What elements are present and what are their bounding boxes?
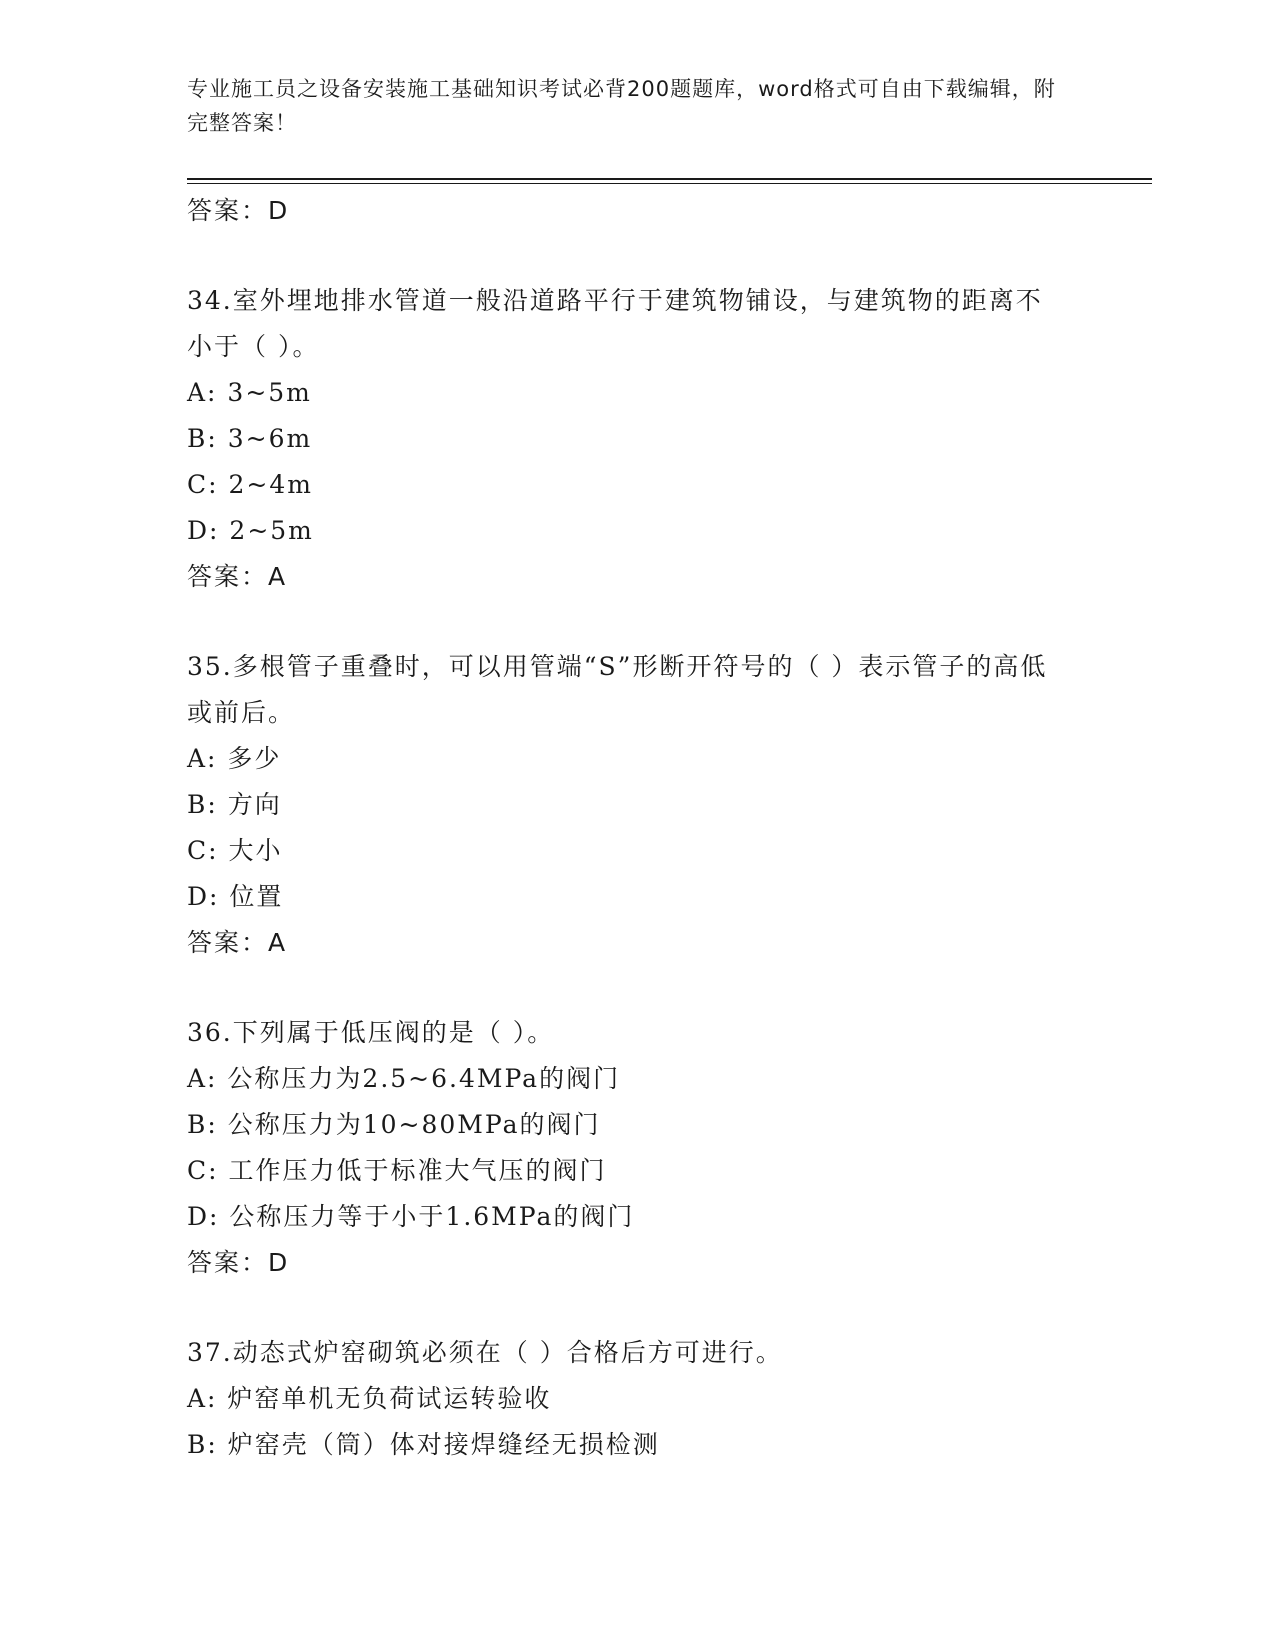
answer-line: 答案：D bbox=[187, 196, 290, 225]
option-a: A: 炉窑单机无负荷试运转验收 bbox=[187, 1384, 552, 1413]
question-37 bbox=[187, 1330, 1087, 1468]
document-body bbox=[187, 188, 1087, 1468]
option-d: D: 2~5m bbox=[187, 516, 314, 545]
option-b: B: 方向 bbox=[187, 790, 282, 819]
answer-line: 答案：A bbox=[187, 928, 288, 957]
option-c: C: 2~4m bbox=[187, 470, 313, 499]
question-text: 35.多根管子重叠时，可以用管端“S”形断开符号的（ ）表示管子的高低或前后。 bbox=[187, 652, 1048, 727]
question-36 bbox=[187, 1010, 1087, 1286]
question-35 bbox=[187, 644, 1087, 966]
option-d: D: 公称压力等于小于1.6MPa的阀门 bbox=[187, 1202, 635, 1231]
option-c: C: 工作压力低于标准大气压的阀门 bbox=[187, 1156, 607, 1185]
option-c: C: 大小 bbox=[187, 836, 283, 865]
option-a: A: 公称压力为2.5~6.4MPa的阀门 bbox=[187, 1064, 621, 1093]
header-divider bbox=[187, 178, 1152, 184]
question-text: 36.下列属于低压阀的是（ ）。 bbox=[187, 1018, 555, 1047]
option-a: A: 3~5m bbox=[187, 378, 312, 407]
option-b: B: 3~6m bbox=[187, 424, 313, 453]
option-b: B: 公称压力为10~80MPa的阀门 bbox=[187, 1110, 601, 1139]
answer-line: 答案：A bbox=[187, 562, 288, 591]
answer-line: 答案：D bbox=[187, 1248, 290, 1277]
question-text: 34.室外埋地排水管道一般沿道路平行于建筑物铺设，与建筑物的距离不小于（ ）。 bbox=[187, 286, 1043, 361]
question-34 bbox=[187, 278, 1087, 600]
question-text: 37.动态式炉窑砌筑必须在（ ）合格后方可进行。 bbox=[187, 1338, 783, 1367]
option-a: A: 多少 bbox=[187, 744, 282, 773]
page-header bbox=[187, 72, 1067, 140]
option-d: D: 位置 bbox=[187, 882, 284, 911]
document-title: 专业施工员之设备安装施工基础知识考试必背200题题库，word格式可自由下载编辑，附完整答案！ bbox=[187, 77, 1056, 135]
option-b: B: 炉窑壳（筒）体对接焊缝经无损检测 bbox=[187, 1430, 660, 1459]
